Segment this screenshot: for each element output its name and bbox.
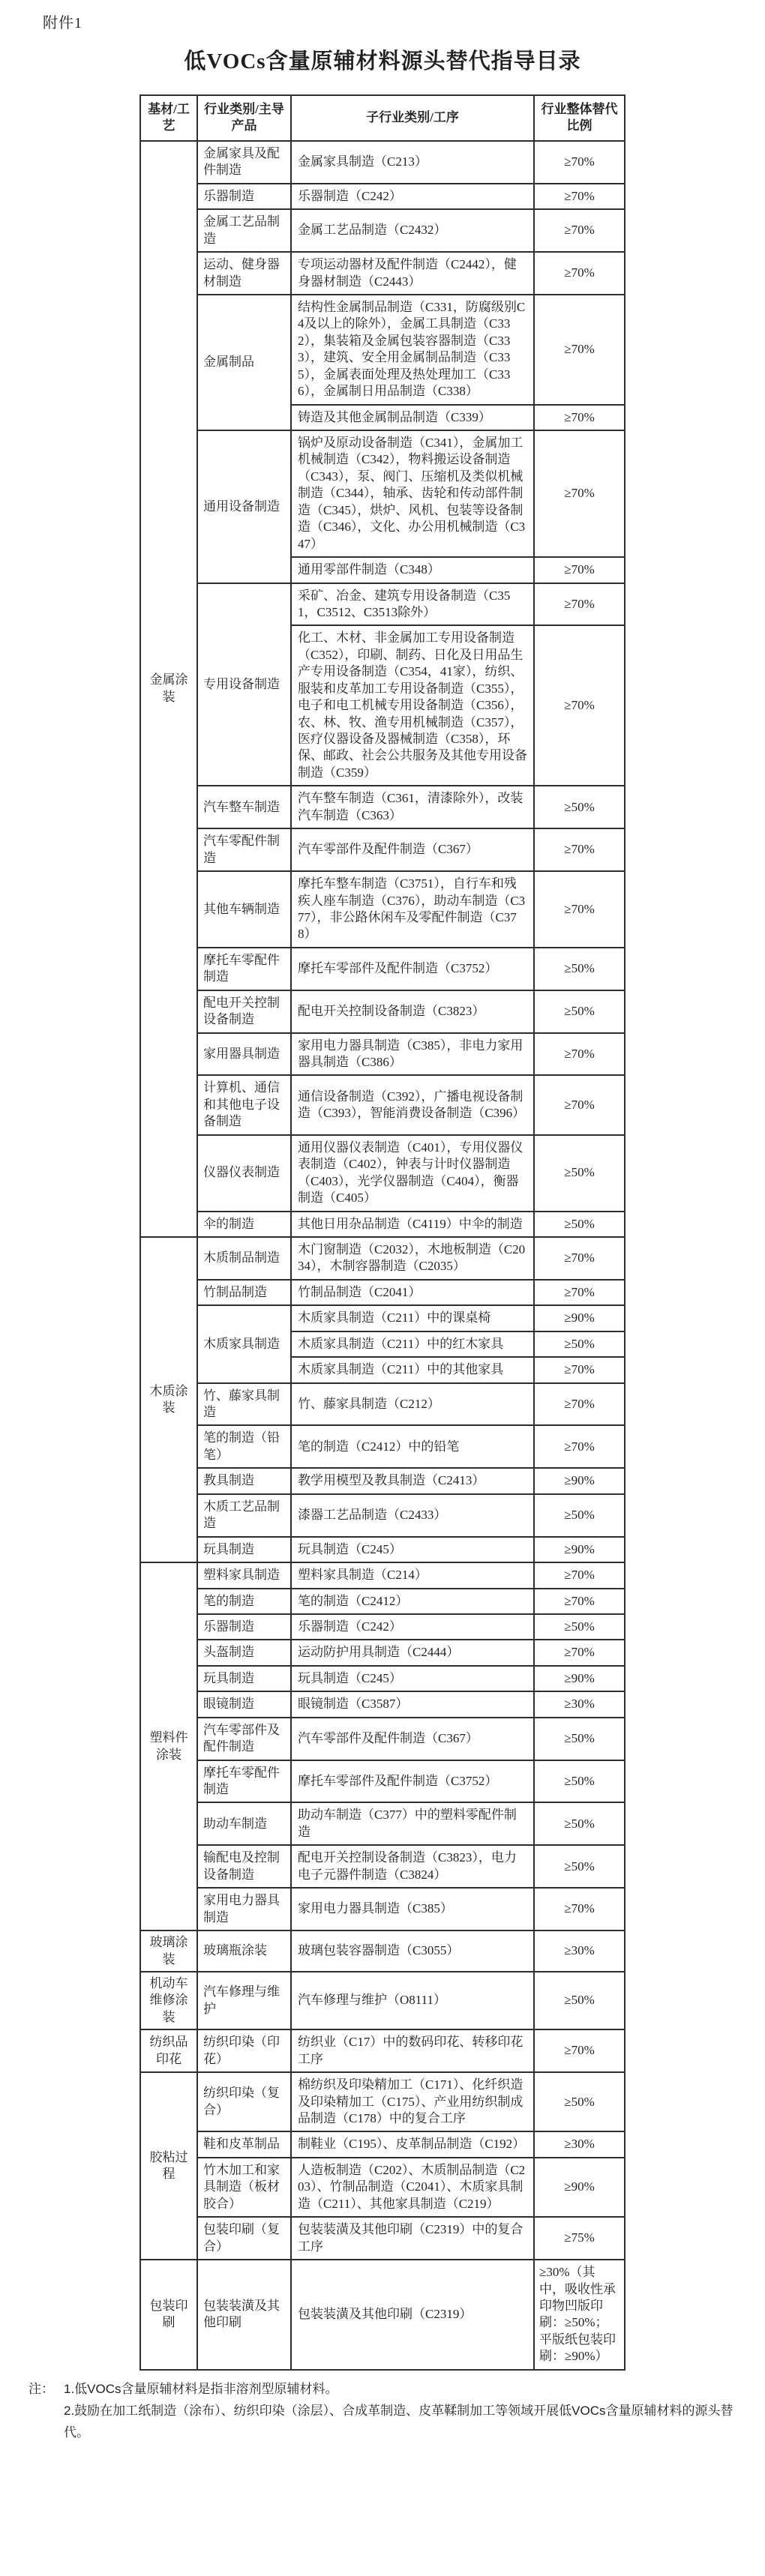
table-row	[140, 1845, 625, 1888]
table-row	[140, 1305, 625, 1331]
table-row	[140, 1237, 625, 1280]
industry-cell: 摩托车零配件制造	[197, 948, 291, 990]
subindustry-cell: 漆器工艺品制造（C2433）	[291, 1494, 534, 1537]
subindustry-cell: 玻璃包装容器制造（C3055）	[291, 1931, 534, 1972]
note-item-2: 2.鼓励在加工纸制造（涂布）、纺织印染（涂层）、合成革制造、皮革鞣制加工等领域开展低VOCs含量原辅材料的源头替代。	[64, 2403, 734, 2440]
industry-cell: 木质家具制造	[197, 1305, 291, 1382]
industry-cell: 竹制品制造	[197, 1280, 291, 1305]
subindustry-cell: 汽车零部件及配件制造（C367）	[291, 1718, 534, 1760]
subindustry-cell: 竹制品制造（C2041）	[291, 1280, 534, 1305]
ratio-cell: ≥50%	[534, 1331, 625, 1357]
table-row	[140, 1931, 625, 1972]
subindustry-cell: 摩托车零部件及配件制造（C3752）	[291, 1760, 534, 1803]
ratio-cell: ≥50%	[534, 948, 625, 990]
ratio-cell: ≥70%	[534, 405, 625, 430]
ratio-cell: ≥30%	[534, 1691, 625, 1717]
group-cell: 包装印刷	[140, 2260, 197, 2370]
table-row	[140, 295, 625, 405]
industry-cell: 伞的制造	[197, 1212, 291, 1237]
ratio-cell: ≥70%	[534, 184, 625, 209]
subindustry-cell: 玩具制造（C245）	[291, 1666, 534, 1691]
industry-cell: 眼镜制造	[197, 1691, 291, 1717]
ratio-cell: ≥70%	[534, 209, 625, 252]
industry-cell: 乐器制造	[197, 1614, 291, 1640]
ratio-cell: ≥50%	[534, 1802, 625, 1845]
group-cell: 机动车维修涂装	[140, 1972, 197, 2029]
table-row	[140, 948, 625, 990]
group-cell: 胶粘过程	[140, 2072, 197, 2260]
ratio-cell: ≥70%	[534, 252, 625, 295]
industry-cell: 摩托车零配件制造	[197, 1760, 291, 1803]
industry-cell: 其他车辆制造	[197, 871, 291, 948]
industry-cell: 笔的制造	[197, 1589, 291, 1614]
ratio-cell: ≥50%	[534, 990, 625, 1033]
subindustry-cell: 助动车制造（C377）中的塑料零配件制造	[291, 1802, 534, 1845]
table-row	[140, 2217, 625, 2260]
industry-cell: 教具制造	[197, 1468, 291, 1493]
ratio-cell: ≥70%	[534, 1888, 625, 1931]
industry-cell: 玻璃瓶涂装	[197, 1931, 291, 1972]
ratio-cell: ≥50%	[534, 1614, 625, 1640]
subindustry-cell: 纺织业（C17）中的数码印花、转移印花工序	[291, 2029, 534, 2072]
table-row	[140, 1537, 625, 1562]
subindustry-cell: 配电开关控制设备制造（C3823）	[291, 990, 534, 1033]
note-prefix: 注：	[28, 2381, 54, 2396]
table-row	[140, 1135, 625, 1212]
industry-cell: 木质工艺品制造	[197, 1494, 291, 1537]
table-row	[140, 1562, 625, 1588]
subindustry-cell: 通用仪器仪表制造（C401），专用仪器仪表制造（C402），钟表与计时仪器制造（C403），光学仪器制造（C404），衡器制造（C405）	[291, 1135, 534, 1212]
table-row	[140, 1691, 625, 1717]
table-row	[140, 828, 625, 871]
attachment-label: 附件1	[43, 15, 82, 31]
ratio-cell: ≥70%	[534, 430, 625, 557]
industry-cell: 输配电及控制设备制造	[197, 1845, 291, 1888]
ratio-cell: ≥50%	[534, 1494, 625, 1537]
industry-cell: 竹、藤家具制造	[197, 1383, 291, 1426]
ratio-cell: ≥50%	[534, 2072, 625, 2131]
ratio-cell: ≥50%	[534, 1760, 625, 1803]
table-row	[140, 1760, 625, 1803]
header-industry-category: 行业类别/主导产品	[197, 95, 291, 141]
ratio-cell: ≥70%	[534, 1357, 625, 1382]
industry-cell: 汽车修理与维护	[197, 1972, 291, 2029]
industry-cell: 配电开关控制设备制造	[197, 990, 291, 1033]
ratio-cell: ≥70%	[534, 871, 625, 948]
table-row	[140, 252, 625, 295]
ratio-cell: ≥70%	[534, 1425, 625, 1468]
subindustry-cell: 塑料家具制造（C214）	[291, 1562, 534, 1588]
table-row	[140, 141, 625, 184]
ratio-cell: ≥70%	[534, 1562, 625, 1588]
table-row	[140, 1666, 625, 1691]
subindustry-cell: 家用电力器具制造（C385）	[291, 1888, 534, 1931]
subindustry-cell: 笔的制造（C2412）	[291, 1589, 534, 1614]
industry-cell: 包装装潢及其他印刷	[197, 2260, 291, 2370]
note-line-2	[64, 2400, 746, 2443]
ratio-cell: ≥30%	[534, 1931, 625, 1972]
industry-cell: 仪器仪表制造	[197, 1135, 291, 1212]
table-row	[140, 1494, 625, 1537]
subindustry-cell: 运动防护用具制造（C2444）	[291, 1640, 534, 1665]
industry-cell: 助动车制造	[197, 1802, 291, 1845]
ratio-cell: ≥70%	[534, 1237, 625, 1280]
subindustry-cell: 配电开关控制设备制造（C3823），电力电子元器件制造（C3824）	[291, 1845, 534, 1888]
subindustry-cell: 锅炉及原动设备制造（C341），金属加工机械制造（C342），物料搬运设备制造（C343），泵、阀门、压缩机及类似机械制造（C344），轴承、齿轮和传动部件制造（C345），烘炉、风机、包装等设备制造（C346），文化、办公用机械制造（C347）	[291, 430, 534, 557]
table-row	[140, 1280, 625, 1305]
table-row	[140, 184, 625, 209]
industry-cell: 汽车零部件及配件制造	[197, 1718, 291, 1760]
table-row	[140, 1972, 625, 2029]
subindustry-cell: 专项运动器材及配件制造（C2442），健身器材制造（C2443）	[291, 252, 534, 295]
table-row	[140, 1640, 625, 1665]
subindustry-cell: 眼镜制造（C3587）	[291, 1691, 534, 1717]
industry-cell: 金属工艺品制造	[197, 209, 291, 252]
group-cell: 纺织品印花	[140, 2029, 197, 2072]
subindustry-cell: 其他日用杂品制造（C4119）中伞的制造	[291, 1212, 534, 1237]
industry-cell: 纺织印染（复合）	[197, 2072, 291, 2131]
table-row	[140, 2260, 625, 2370]
industry-cell: 计算机、通信和其他电子设备制造	[197, 1075, 291, 1134]
table-row	[140, 1614, 625, 1640]
ratio-cell: ≥90%	[534, 1666, 625, 1691]
table-row	[140, 1718, 625, 1760]
industry-cell: 玩具制造	[197, 1537, 291, 1562]
subindustry-cell: 金属工艺品制造（C2432）	[291, 209, 534, 252]
ratio-cell: ≥70%	[534, 625, 625, 786]
subindustry-cell: 采矿、冶金、建筑专用设备制造（C351，C3512、C3513除外）	[291, 583, 534, 626]
table-header-row	[140, 95, 625, 141]
subindustry-cell: 汽车修理与维护（O8111）	[291, 1972, 534, 2029]
subindustry-cell: 金属家具制造（C213）	[291, 141, 534, 184]
table-row	[140, 871, 625, 948]
ratio-cell: ≥30%（其中，吸收性承印物凹版印刷：≥50%；平版纸包装印刷：≥90%）	[534, 2260, 625, 2370]
catalog-table	[140, 94, 626, 2371]
industry-cell: 家用电力器具制造	[197, 1888, 291, 1931]
subindustry-cell: 笔的制造（C2412）中的铅笔	[291, 1425, 534, 1468]
ratio-cell: ≥70%	[534, 295, 625, 405]
table-row	[140, 1589, 625, 1614]
industry-cell: 金属制品	[197, 295, 291, 430]
industry-cell: 笔的制造（铅笔）	[197, 1425, 291, 1468]
industry-cell: 运动、健身器材制造	[197, 252, 291, 295]
subindustry-cell: 铸造及其他金属制品制造（C339）	[291, 405, 534, 430]
ratio-cell: ≥70%	[534, 1589, 625, 1614]
subindustry-cell: 乐器制造（C242）	[291, 1614, 534, 1640]
subindustry-cell: 家用电力器具制造（C385），非电力家用器具制造（C386）	[291, 1033, 534, 1076]
subindustry-cell: 玩具制造（C245）	[291, 1537, 534, 1562]
table-row	[140, 2158, 625, 2217]
subindustry-cell: 乐器制造（C242）	[291, 184, 534, 209]
table-row	[140, 583, 625, 626]
industry-cell: 头盔制造	[197, 1640, 291, 1665]
table-row	[140, 990, 625, 1033]
ratio-cell: ≥70%	[534, 557, 625, 583]
subindustry-cell: 木门窗制造（C2032），木地板制造（C2034），木制容器制造（C2035）	[291, 1237, 534, 1280]
industry-cell: 专用设备制造	[197, 583, 291, 786]
subindustry-cell: 人造板制造（C202）、木质制品制造（C203）、竹制品制造（C2041）、木质家具制造（C211）、其他家具制造（C219）	[291, 2158, 534, 2217]
ratio-cell: ≥90%	[534, 1537, 625, 1562]
industry-cell: 汽车零配件制造	[197, 828, 291, 871]
subindustry-cell: 结构性金属制品制造（C331，防腐级别C4及以上的除外），金属工具制造（C332），集装箱及金属包装容器制造（C333），建筑、安全用金属制品制造（C335），金属表面处理及热处理加工（C336），金属制日用品制造（C338）	[291, 295, 534, 405]
subindustry-cell: 棉纺织及印染精加工（C171）、化纤织造及印染精加工（C175）、产业用纺织制成品制造（C178）中的复合工序	[291, 2072, 534, 2131]
table-row	[140, 786, 625, 828]
ratio-cell: ≥50%	[534, 1972, 625, 2029]
ratio-cell: ≥30%	[534, 2131, 625, 2157]
group-cell: 塑料件涂装	[140, 1562, 197, 1931]
subindustry-cell: 木质家具制造（C211）中的其他家具	[291, 1357, 534, 1382]
header-subindustry: 子行业类别/工序	[291, 95, 534, 141]
subindustry-cell: 木质家具制造（C211）中的课桌椅	[291, 1305, 534, 1331]
table-row	[140, 1888, 625, 1931]
subindustry-cell: 化工、木材、非金属加工专用设备制造（C352），印刷、制药、日化及日用品生产专用设备制造（C354，41家），纺织、服装和皮革加工专用设备制造（C355），电子和电工机械专用设备制造（C356），农、林、牧、渔专用机械制造（C357），医疗仪器设备及器械制造（C358），环保、邮政、社会公共服务及其他专用设备制造（C359）	[291, 625, 534, 786]
table-row	[140, 2029, 625, 2072]
ratio-cell: ≥90%	[534, 2158, 625, 2217]
ratio-cell: ≥70%	[534, 1383, 625, 1426]
subindustry-cell: 教学用模型及教具制造（C2413）	[291, 1468, 534, 1493]
ratio-cell: ≥70%	[534, 1640, 625, 1665]
notes	[28, 2378, 746, 2444]
group-cell: 木质涂装	[140, 1237, 197, 1562]
industry-cell: 竹木加工和家具制造（板材胶合）	[197, 2158, 291, 2217]
subindustry-cell: 包装装潢及其他印刷（C2319）	[291, 2260, 534, 2370]
ratio-cell: ≥90%	[534, 1468, 625, 1493]
industry-cell: 纺织印染（印花）	[197, 2029, 291, 2072]
group-cell: 金属涂装	[140, 141, 197, 1237]
ratio-cell: ≥90%	[534, 1305, 625, 1331]
table-row	[140, 209, 625, 252]
subindustry-cell: 汽车零部件及配件制造（C367）	[291, 828, 534, 871]
ratio-cell: ≥50%	[534, 1135, 625, 1212]
industry-cell: 金属家具及配件制造	[197, 141, 291, 184]
subindustry-cell: 汽车整车制造（C361，清漆除外），改装汽车制造（C363）	[291, 786, 534, 828]
ratio-cell: ≥50%	[534, 1212, 625, 1237]
subindustry-cell: 摩托车零部件及配件制造（C3752）	[291, 948, 534, 990]
industry-cell: 玩具制造	[197, 1666, 291, 1691]
table-row	[140, 1033, 625, 1076]
ratio-cell: ≥70%	[534, 1075, 625, 1134]
ratio-cell: ≥50%	[534, 1845, 625, 1888]
header-substrate-process: 基材/工艺	[140, 95, 197, 141]
industry-cell: 通用设备制造	[197, 430, 291, 583]
table-row	[140, 1075, 625, 1134]
ratio-cell: ≥50%	[534, 786, 625, 828]
table-row	[140, 1802, 625, 1845]
subindustry-cell: 竹、藤家具制造（C212）	[291, 1383, 534, 1426]
subindustry-cell: 通用零部件制造（C348）	[291, 557, 534, 583]
industry-cell: 包装印刷（复合）	[197, 2217, 291, 2260]
ratio-cell: ≥50%	[534, 1718, 625, 1760]
table-row	[140, 1425, 625, 1468]
subindustry-cell: 制鞋业（C195）、皮革制品制造（C192）	[291, 2131, 534, 2157]
note-item-1: 1.低VOCs含量原辅材料是指非溶剂型原辅材料。	[64, 2381, 338, 2396]
industry-cell: 塑料家具制造	[197, 1562, 291, 1588]
subindustry-cell: 木质家具制造（C211）中的红木家具	[291, 1331, 534, 1357]
industry-cell: 汽车整车制造	[197, 786, 291, 828]
subindustry-cell: 包装装潢及其他印刷（C2319）中的复合工序	[291, 2217, 534, 2260]
table-row	[140, 1383, 625, 1426]
group-cell: 玻璃涂装	[140, 1931, 197, 1972]
subindustry-cell: 摩托车整车制造（C3751），自行车和残疾人座车制造（C376），助动车制造（C377），非公路休闲车及零配件制造（C378）	[291, 871, 534, 948]
industry-cell: 鞋和皮革制品	[197, 2131, 291, 2157]
table-row	[140, 1468, 625, 1493]
header-substitution-ratio: 行业整体替代比例	[534, 95, 625, 141]
table-row	[140, 430, 625, 557]
table-row	[140, 2131, 625, 2157]
ratio-cell: ≥70%	[534, 1033, 625, 1076]
table-row	[140, 2072, 625, 2131]
note-line-1	[28, 2378, 746, 2400]
ratio-cell: ≥70%	[534, 1280, 625, 1305]
subindustry-cell: 通信设备制造（C392），广播电视设备制造（C393），智能消费设备制造（C396）	[291, 1075, 534, 1134]
industry-cell: 家用器具制造	[197, 1033, 291, 1076]
ratio-cell: ≥70%	[534, 583, 625, 626]
table-row	[140, 1212, 625, 1237]
industry-cell: 木质制品制造	[197, 1237, 291, 1280]
ratio-cell: ≥70%	[534, 2029, 625, 2072]
ratio-cell: ≥70%	[534, 828, 625, 871]
ratio-cell: ≥75%	[534, 2217, 625, 2260]
industry-cell: 乐器制造	[197, 184, 291, 209]
ratio-cell: ≥70%	[534, 141, 625, 184]
page-title: 低VOCs含量原辅材料源头替代指导目录	[184, 49, 581, 73]
